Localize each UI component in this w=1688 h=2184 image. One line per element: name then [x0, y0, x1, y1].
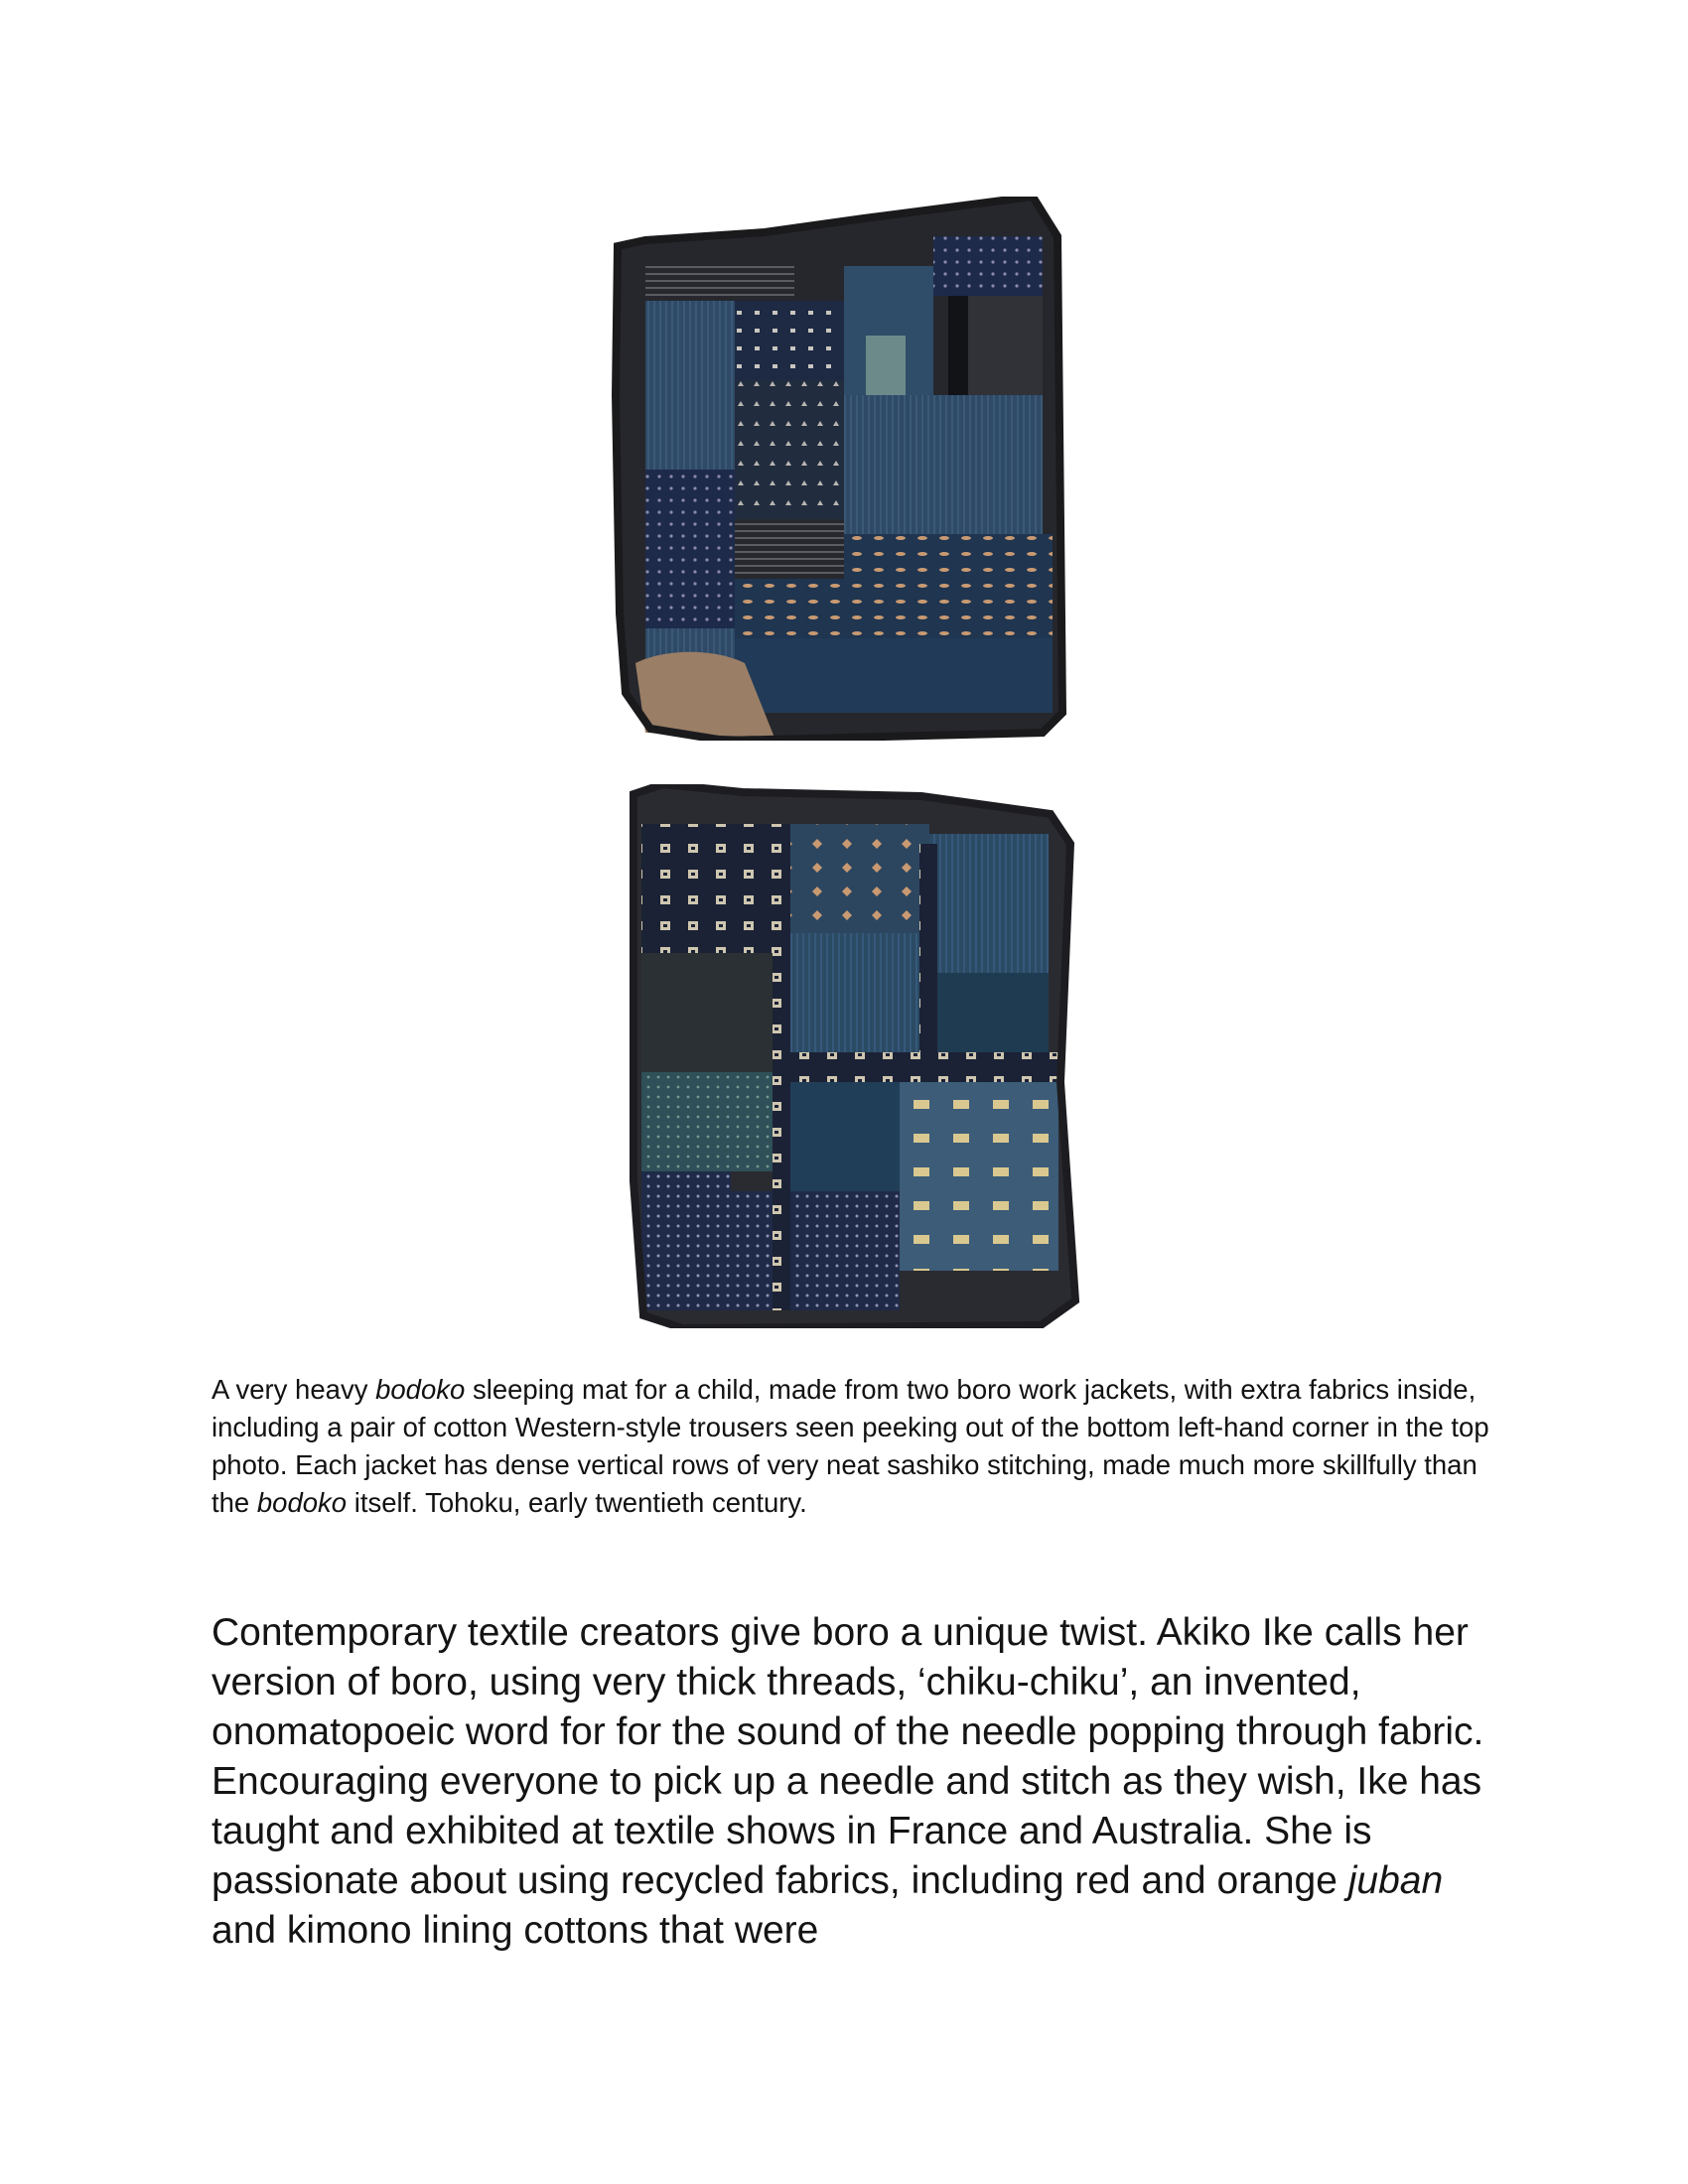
- bodoko-mat-bottom-photo: [624, 784, 1082, 1328]
- caption-text-2: sleeping mat for a child, made from two boro work jackets, with extra fabrics inside, including a pair of cotton Western-style trousers seen peeking out of the bottom left-hand corner in the top photo. Each jacket has dense vertical rows of very neat sashiko stitching, made much more skillfully than the: [211, 1374, 1489, 1518]
- body-paragraph: [211, 1608, 1512, 1956]
- body-term-juban: juban: [1347, 1859, 1444, 1902]
- boro-textile-image-top: [606, 197, 1068, 741]
- bodoko-mat-top-photo: [606, 197, 1068, 741]
- body-text-1: Contemporary textile creators give boro a unique twist. Akiko Ike calls her version of boro, using very thick threads, ‘chiku-chiku’, an invented, onomatopoeic word for for the sound of the needle popping through fabric. Encouraging everyone to pick up a needle and stitch as they wish, Ike has taught and exhibited at textile shows in France and Australia. She is passionate about using recycled fabrics, including red and orange: [211, 1611, 1484, 1902]
- caption-term-bodoko-1: bodoko: [375, 1374, 466, 1405]
- body-text-2: and kimono lining cottons that were: [211, 1909, 819, 1952]
- caption-term-bodoko-2: bodoko: [256, 1487, 348, 1518]
- caption-text-1: A very heavy: [211, 1374, 376, 1405]
- figure-caption: [211, 1371, 1492, 1522]
- boro-textile-image-bottom: [624, 784, 1082, 1328]
- caption-text-3: itself. Tohoku, early twentieth century.: [347, 1487, 807, 1518]
